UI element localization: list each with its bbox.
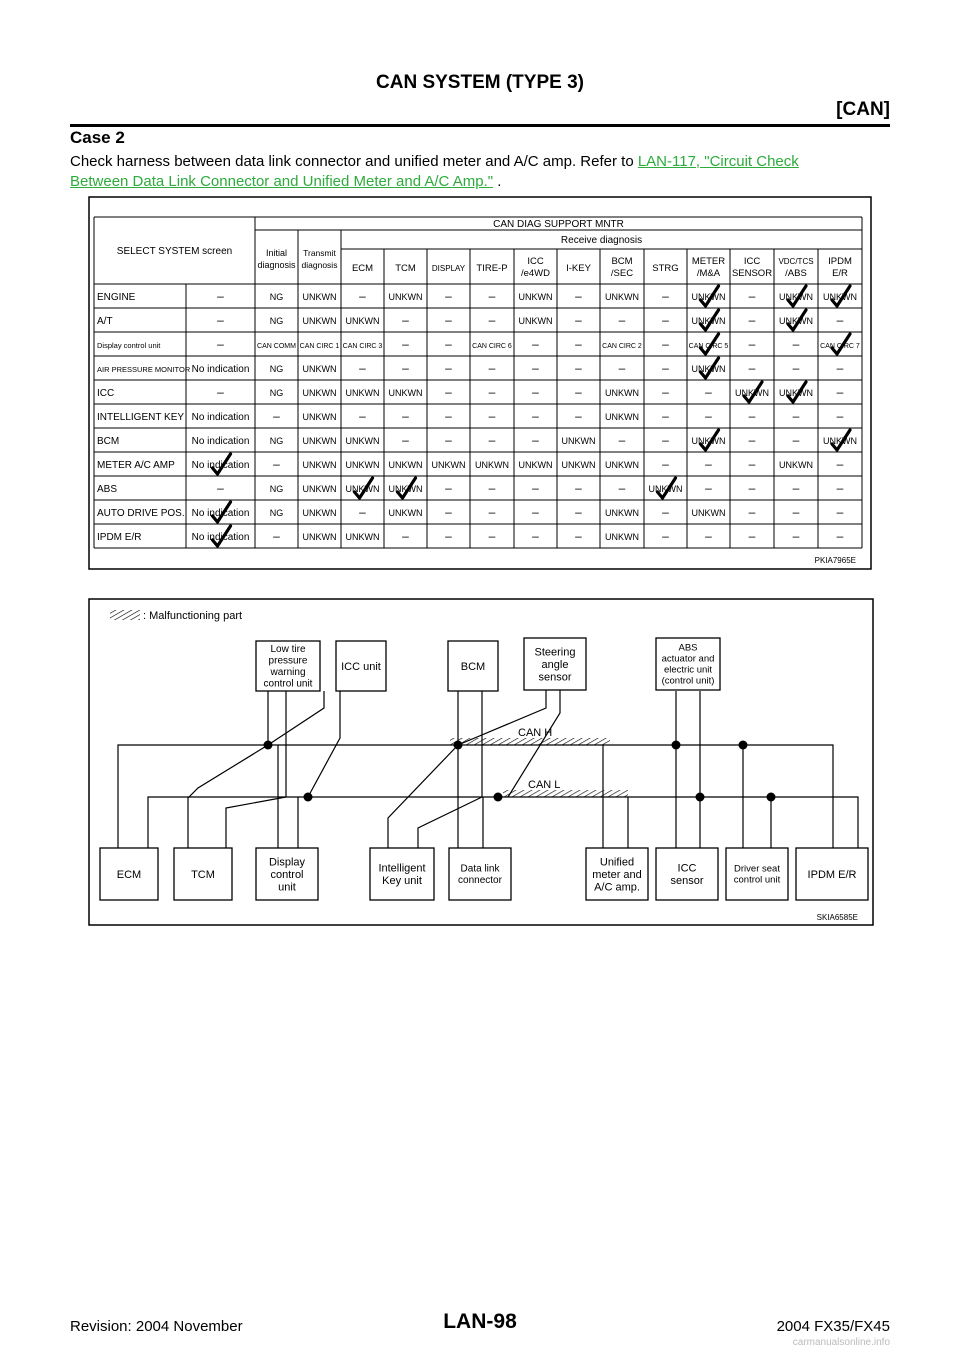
header-initial-diagnosis: diagnosis [257,260,296,270]
table-cell: UNKWN [302,460,337,470]
table-cell: UNKWN [302,484,337,494]
table-cell: – [748,337,756,351]
table-cell: No indication [191,508,250,519]
case-heading: Case 2 [70,128,125,147]
table-cell: – [445,505,452,519]
table-cell: UNKWN [691,292,726,302]
table-cell: UNKWN [302,316,337,326]
can-wiring-diagram [88,598,874,926]
table-cell: – [217,313,224,327]
header-receive-col-1: ECM [351,263,374,274]
table-cell: – [662,337,669,351]
table-cell: – [217,481,224,495]
reference-link-line-2[interactable]: Between Data Link Connector and Unified Meter and A/C Amp." [70,173,494,190]
header-receive-col-9: /M&A [696,268,721,279]
table-cell: UNKWN [561,436,596,446]
row-label: ICC [97,388,115,399]
table-cell: NG [269,316,284,326]
header-receive-col-3: DISPLAY [431,264,466,273]
reference-link-line-1[interactable]: LAN-117, "Circuit Check [637,153,799,170]
table-cell: – [705,457,712,471]
table-cell: – [532,433,539,447]
footer-model: 2004 FX35/FX45 [776,1318,890,1335]
table-cell: – [662,457,669,471]
table-cell: UNKWN [691,436,726,446]
table-cell: – [532,361,539,375]
table-cell: UNKWN [779,316,813,326]
table-cell: UNKWN [691,508,726,518]
table-cell: No indication [191,436,250,447]
table-cell: – [748,481,756,495]
case-instruction [70,152,900,192]
table-cell: – [445,337,452,351]
table-cell: – [217,385,224,399]
header-can-diag-support-mntr: CAN DIAG SUPPORT MNTR [493,219,624,230]
header-receive-diagnosis: Receive diagnosis [560,235,643,246]
table-cell: – [273,409,280,423]
table-cell: UNKWN [605,532,639,542]
table-cell: – [575,529,582,543]
footer-revision: Revision: 2004 November [70,1318,243,1335]
unit-label-tpms: Low tire [270,644,306,655]
table-cell: UNKWN [691,316,726,326]
unit-label-meter: Unified [599,856,635,869]
table-cell: UNKWN [302,292,337,302]
table-cell: CAN CIRC 6 [472,343,512,350]
unit-label-steering: Steering [534,646,576,659]
unit-label-abs: electric unit [663,664,713,676]
junction-dot [304,793,313,802]
unit-label-display: unit [278,881,296,894]
table-cell: UNKWN [345,532,380,542]
table-cell: – [488,289,496,303]
table-cell: – [836,481,844,495]
figure-id: SKIA6585E [816,913,858,922]
table-cell: UNKWN [605,412,639,422]
header-receive-col-12: E/R [832,268,848,279]
table-cell: – [575,481,582,495]
table-cell: NG [269,436,284,446]
table-cell: UNKWN [388,292,423,302]
table-cell: – [575,337,582,351]
table-cell: – [445,409,452,423]
unit-label-ecm: ECM [116,868,142,881]
table-cell: – [445,481,452,495]
table-cell: – [792,481,800,495]
header-receive-col-9: METER [691,256,726,267]
header-transmit-diagnosis: diagnosis [301,260,338,270]
case-text-end: . [493,173,502,190]
row-label: BCM [97,436,120,447]
table-cell: – [532,529,539,543]
table-cell: UNKWN [302,412,337,422]
table-cell: UNKWN [561,460,596,470]
table-cell: – [792,337,800,351]
table-cell: – [273,457,280,471]
header-receive-col-11: /ABS [785,268,807,279]
table-cell: UNKWN [518,460,553,470]
row-label: AUTO DRIVE POS. [97,508,185,519]
table-cell: – [662,385,669,399]
table-cell: – [402,361,409,375]
unit-label-bcm: BCM [460,660,486,673]
table-cell: UNKWN [345,484,380,494]
table-cell: – [836,385,844,399]
junction-dot [739,741,748,750]
junction-dot [672,741,681,750]
table-cell: – [836,361,844,375]
page-title: CAN SYSTEM (TYPE 3) [376,72,584,93]
header-receive-col-5: /e4WD [520,268,551,279]
unit-label-tpms: pressure [268,655,308,667]
table-cell: NG [269,364,284,374]
table-cell: – [488,409,496,423]
table-cell: – [705,481,712,495]
table-cell: UNKWN [779,388,813,398]
row-label: INTELLIGENT KEY [97,412,185,423]
table-cell: UNKWN [823,436,857,446]
table-cell: – [359,361,366,375]
table-cell: CAN CIRC 3 [342,343,383,350]
row-label: ABS [97,484,118,495]
table-cell: – [662,409,669,423]
header-receive-col-8: STRG [652,263,679,274]
table-cell: – [402,529,409,543]
junction-dot [264,741,273,750]
table-cell: – [836,409,844,423]
table-cell: – [488,433,496,447]
unit-label-dlc: connector [458,875,502,886]
table-cell: – [445,433,452,447]
table-cell: UNKWN [648,484,683,494]
table-cell: CAN CIRC 5 [688,343,729,350]
unit-label-seat: control unit [733,874,781,886]
table-cell: UNKWN [431,460,466,470]
table-cell: – [705,385,712,399]
table-cell: NG [269,508,284,518]
unit-label-display: Display [268,856,306,869]
row-label: AIR PRESSURE MONITOR [97,365,191,374]
table-cell: – [445,361,452,375]
table-cell: – [532,481,539,495]
table-cell: – [705,409,712,423]
row-label: METER A/C AMP [97,460,175,471]
table-cell: UNKWN [345,436,380,446]
table-cell: – [748,409,756,423]
table-cell: UNKWN [302,436,337,446]
table-cell: – [445,289,452,303]
table-cell: UNKWN [605,292,639,302]
table-cell: – [402,409,409,423]
unit-label-meter: meter and [592,868,642,881]
unit-label-ipdm: IPDM E/R [807,868,857,881]
header-receive-col-7: BCM [611,256,633,267]
row-label: IPDM E/R [97,532,142,543]
table-cell: – [532,385,539,399]
table-cell: – [402,313,409,327]
header-initial-diagnosis: Initial [265,248,288,258]
table-cell: – [532,505,539,519]
table-cell: – [618,361,626,375]
legend-hatch-swatch [110,610,140,620]
table-cell: UNKWN [691,364,726,374]
table-cell: CAN COMM [257,343,296,350]
table-cell: – [359,409,366,423]
unit-label-seat: Driver seat [734,863,780,875]
table-cell: – [748,313,756,327]
table-cell: UNKWN [302,508,337,518]
table-cell: – [662,433,669,447]
table-cell: UNKWN [388,460,423,470]
unit-label-abs: (control unit) [661,675,715,687]
table-cell: UNKWN [475,460,509,470]
table-cell: NG [269,292,284,302]
table-cell: No indication [191,460,250,471]
table-cell: UNKWN [302,532,337,542]
watermark: carmanualsonline.info [792,1337,890,1348]
table-cell: UNKWN [605,460,639,470]
table-cell: – [273,529,280,543]
section-tag: [CAN] [836,99,890,120]
table-cell: – [575,313,582,327]
table-cell: UNKWN [779,460,813,470]
table-cell: UNKWN [605,388,639,398]
table-cell: – [748,529,756,543]
table-cell: UNKWN [735,388,769,398]
table-cell: – [792,505,800,519]
table-cell: UNKWN [388,388,423,398]
table-cell: UNKWN [518,316,553,326]
header-rule [70,124,890,127]
table-cell: – [836,457,844,471]
table-cell: – [575,385,582,399]
table-cell: – [662,361,669,375]
table-cell: – [488,505,496,519]
unit-label-ikey: Intelligent [378,862,426,875]
can-l-label: CAN L [528,779,561,791]
junction-dot [696,793,705,802]
table-cell: – [532,337,539,351]
table-cell: NG [269,388,284,398]
table-cell: – [662,529,669,543]
header-select-system: SELECT SYSTEM screen [116,246,233,257]
table-cell: – [792,433,800,447]
table-cell: No indication [191,532,250,543]
table-cell: – [575,361,582,375]
table-cell: – [488,481,496,495]
table-cell: – [445,529,452,543]
unit-label-abs: ABS [678,642,698,654]
unit-label-tpms: control unit [263,678,313,690]
case-text: Check harness between data link connector and unified meter and A/C amp. Refer to [70,153,638,170]
unit-label-display: control [270,868,304,881]
table-cell: CAN CIRC 1 [299,343,340,350]
table-cell: – [792,409,800,423]
table-cell: – [662,313,669,327]
table-cell: – [836,529,844,543]
table-cell: – [662,505,669,519]
header-receive-col-6: I-KEY [566,263,591,274]
table-cell: – [748,361,756,375]
table-cell: – [618,433,626,447]
legend-text: : Malfunctioning part [143,610,243,622]
unit-label-meter: A/C amp. [594,881,640,894]
table-cell: UNKWN [605,508,639,518]
header-receive-col-2: TCM [395,263,416,274]
can-diag-table-figure [88,196,872,570]
table-cell: UNKWN [388,484,423,494]
row-label: Display control unit [97,341,161,350]
table-cell: No indication [191,412,250,423]
header-receive-col-10: SENSOR [731,268,773,279]
junction-dot [454,741,463,750]
table-cell: UNKWN [388,508,423,518]
table-cell: – [217,337,224,351]
table-cell: NG [269,484,284,494]
table-cell: – [445,385,452,399]
unit-label-steering: angle [541,658,569,671]
header-receive-col-5: ICC [527,256,544,267]
unit-label-abs: actuator and [661,653,715,665]
table-cell: UNKWN [518,292,553,302]
table-cell: CAN CIRC 7 [820,343,860,350]
junction-dot [767,793,776,802]
table-cell: – [575,409,582,423]
table-cell: – [402,433,409,447]
table-cell: – [748,457,756,471]
unit-label-dlc: Data link [460,863,500,875]
table-cell: – [488,313,496,327]
table-cell: – [618,313,626,327]
table-cell: UNKWN [823,292,857,302]
unit-label-ikey: Key unit [382,875,422,887]
table-cell: – [575,289,582,303]
unit-label-icc-unit: ICC unit [341,660,381,673]
header-receive-col-11: VDC/TCS [778,257,814,266]
table-cell: – [488,361,496,375]
header-receive-col-10: ICC [743,256,761,267]
table-cell: – [445,313,452,327]
table-cell: UNKWN [302,364,337,374]
header-receive-col-12: IPDM [828,256,852,267]
can-h-malfunction-hatch [450,738,610,745]
row-label: A/T [97,316,113,327]
table-cell: – [748,433,756,447]
table-cell: – [575,505,582,519]
table-cell: – [792,529,800,543]
row-label: ENGINE [97,292,136,303]
table-cell: – [792,361,800,375]
table-cell: – [836,505,844,519]
table-cell: No indication [191,364,250,375]
table-cell: – [217,289,224,303]
header-receive-col-7: /SEC [610,268,634,279]
unit-label-tcm: TCM [191,868,215,881]
figure-id: PKIA7965E [814,556,856,565]
table-cell: – [359,289,366,303]
table-cell: UNKWN [345,388,380,398]
header-receive-col-4: TIRE-P [476,263,508,274]
table-cell: – [488,529,496,543]
footer-page-number: LAN-98 [443,1310,517,1333]
table-cell: – [532,409,539,423]
can-h-label: CAN H [518,727,553,739]
table-cell: UNKWN [345,460,380,470]
unit-label-icc-sensor: sensor [670,875,704,887]
table-cell: UNKWN [779,292,813,302]
header-transmit-diagnosis: Transmit [303,248,336,258]
table-cell: – [748,505,756,519]
table-cell: – [359,505,366,519]
junction-dot [494,793,503,802]
table-cell: CAN CIRC 2 [602,343,642,350]
can-l-malfunction-hatch [503,790,628,797]
unit-label-tpms: warning [270,667,306,678]
table-cell: – [662,289,669,303]
table-cell: UNKWN [345,316,380,326]
table-cell: – [402,337,409,351]
table-cell: – [618,481,626,495]
table-cell: UNKWN [302,388,337,398]
table-cell: – [705,529,712,543]
table-cell: – [836,313,844,327]
unit-label-steering: sensor [538,671,572,684]
table-cell: – [748,289,756,303]
table-cell: – [488,385,496,399]
unit-label-icc-sensor: ICC [677,862,697,875]
